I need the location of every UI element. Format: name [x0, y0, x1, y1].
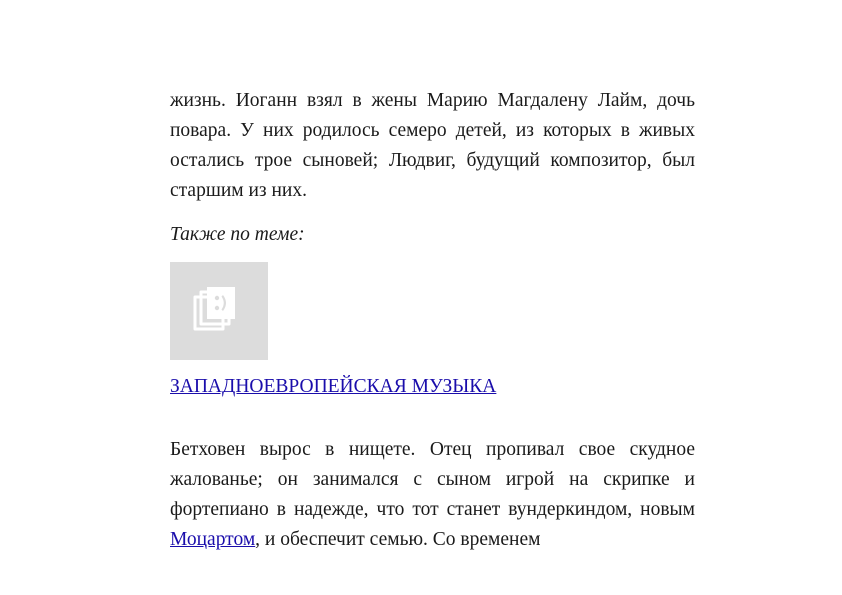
paragraph-childhood	[170, 435, 695, 555]
paragraph-childhood-text-start: Бетховен вырос в нищете. Отец пропивал свое скудное жалованье; он занимался с сыном игрой на скрипке и фортепиано в надежде, что тот станет вундеркиндом, новым	[170, 439, 695, 520]
related-link-container	[170, 372, 695, 402]
gallery-placeholder-icon	[189, 281, 249, 341]
paragraph-family: жизнь. Иоганн взял в жены Марию Магдалену Лайм, дочь повара. У них родилось семеро детей, из которых в живых остались трое сыновей; Людвиг, будущий композитор, был старшим из них.	[170, 90, 695, 201]
related-thumbnail[interactable]	[170, 262, 268, 360]
mozart-link[interactable]: Моцартом	[170, 529, 256, 550]
related-link-western-european-music[interactable]: ЗАПАДНОЕВРОПЕЙСКАЯ МУЗЫКА	[170, 376, 497, 397]
related-heading: Также по теме:	[170, 224, 305, 245]
article-body	[170, 86, 695, 555]
paragraph-childhood-text-end: , и обеспечит семью. Со временем	[255, 529, 541, 550]
